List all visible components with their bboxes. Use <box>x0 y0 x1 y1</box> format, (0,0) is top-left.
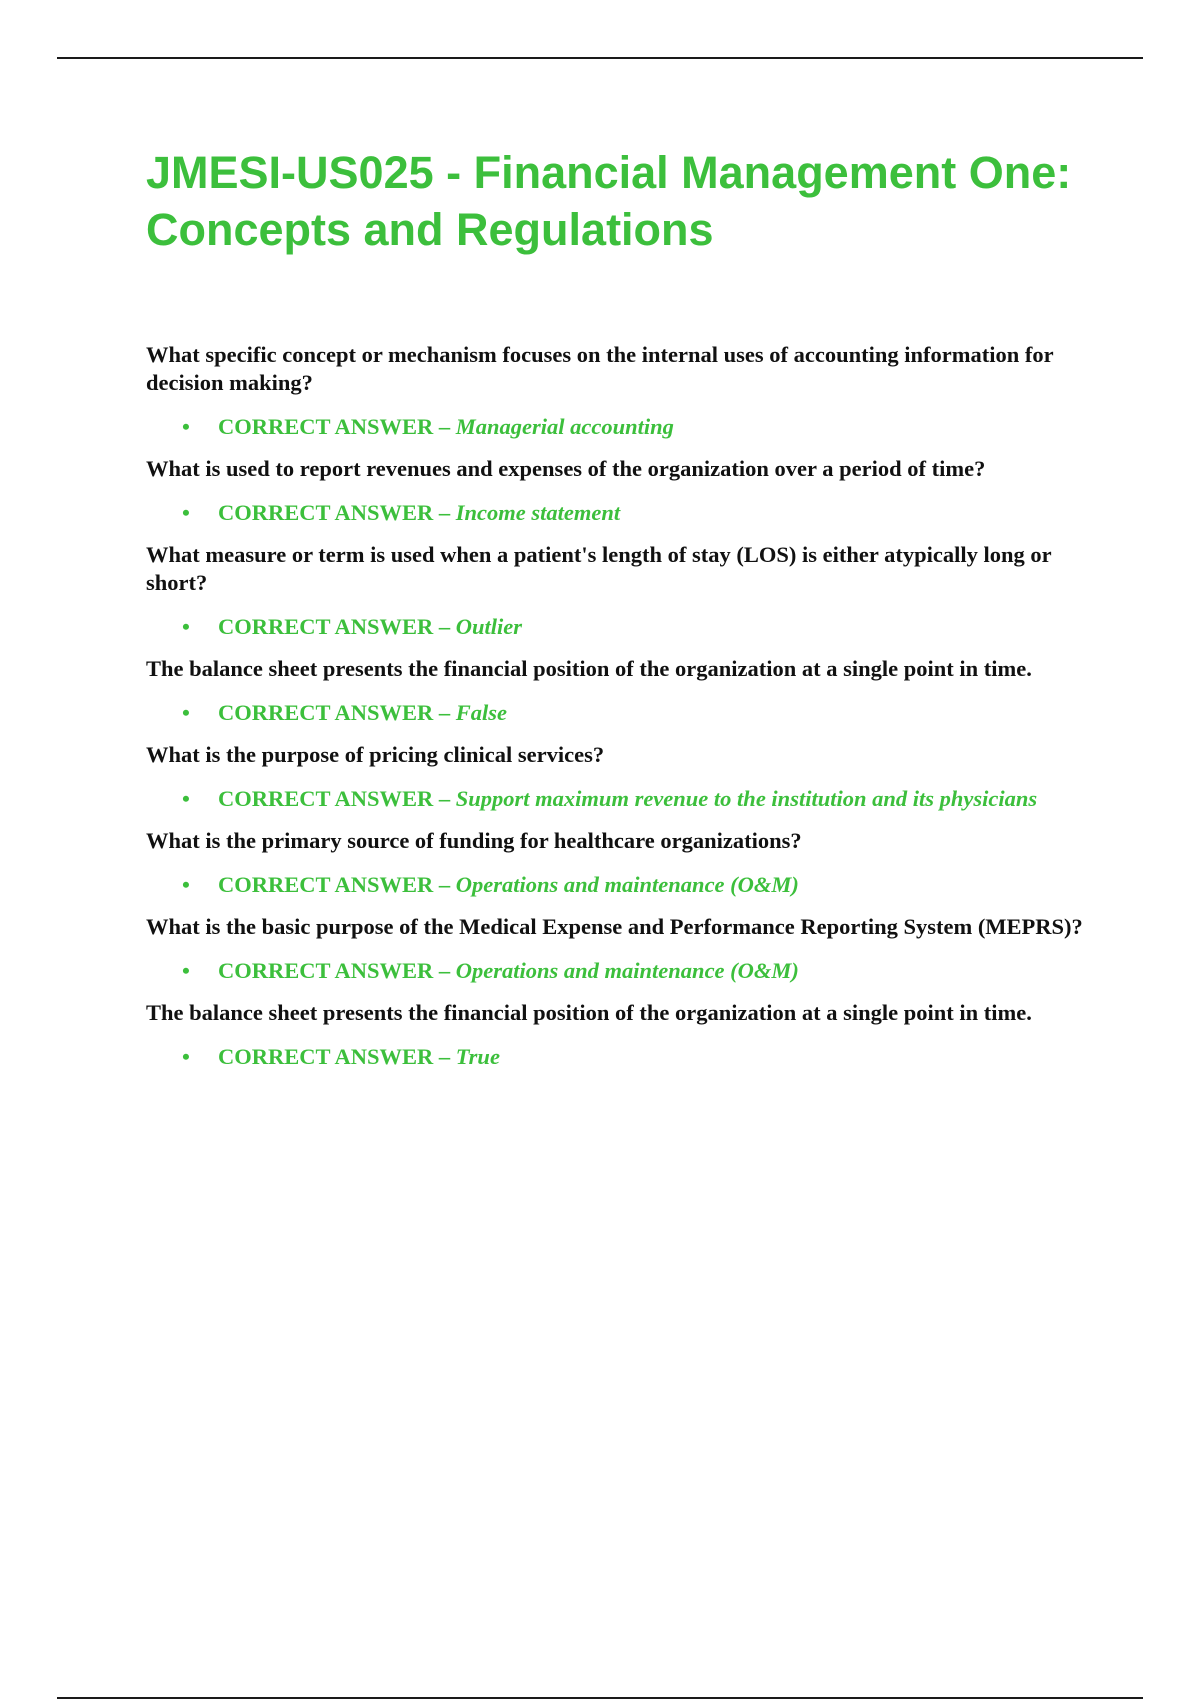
answer-separator: – <box>433 500 456 525</box>
answer-item <box>146 785 1096 813</box>
answer-separator: – <box>433 614 456 639</box>
qa-item <box>146 913 1096 985</box>
question-text: The balance sheet presents the financial position of the organization at a single point in time. <box>146 1000 1032 1025</box>
question-text: What is the basic purpose of the Medical Expense and Performance Reporting System (MEPRS)? <box>146 914 1083 939</box>
answer-separator: – <box>433 414 456 439</box>
answer-list <box>146 871 1096 899</box>
answer-text: Operations and maintenance (O&M) <box>455 872 799 897</box>
qa-section <box>146 341 1096 1071</box>
bullet-icon: • <box>182 700 190 725</box>
answer-text: Outlier <box>455 614 523 639</box>
answer-item <box>146 871 1096 899</box>
answer-prefix: CORRECT ANSWER <box>218 614 434 639</box>
qa-item <box>146 827 1096 899</box>
bottom-divider <box>57 1697 1143 1699</box>
answer-text: Managerial accounting <box>455 414 674 439</box>
answer-list <box>146 413 1096 441</box>
answer-prefix: CORRECT ANSWER <box>218 414 434 439</box>
question-text: The balance sheet presents the financial position of the organization at a single point in time. <box>146 656 1032 681</box>
question-text: What is used to report revenues and expenses of the organization over a period of time? <box>146 456 986 481</box>
answer-item <box>146 499 1096 527</box>
question-text: What measure or term is used when a patient's length of stay (LOS) is either atypically long or short? <box>146 542 1052 595</box>
answer-text: Support maximum revenue to the institution and its physicians <box>455 786 1038 811</box>
answer-list <box>146 499 1096 527</box>
document-body <box>146 144 1096 1085</box>
answer-list <box>146 699 1096 727</box>
bullet-icon: • <box>182 958 190 983</box>
answer-list <box>146 613 1096 641</box>
answer-list <box>146 785 1096 813</box>
answer-item <box>146 699 1096 727</box>
answer-text: Operations and maintenance (O&M) <box>455 958 799 983</box>
qa-item <box>146 655 1096 727</box>
answer-separator: – <box>433 872 456 897</box>
qa-item <box>146 741 1096 813</box>
answer-prefix: CORRECT ANSWER <box>218 500 434 525</box>
answer-item <box>146 1043 1096 1071</box>
top-divider <box>57 57 1143 59</box>
qa-item <box>146 541 1096 641</box>
answer-list <box>146 957 1096 985</box>
answer-prefix: CORRECT ANSWER <box>218 958 434 983</box>
qa-item <box>146 999 1096 1071</box>
answer-prefix: CORRECT ANSWER <box>218 786 434 811</box>
question-text: What specific concept or mechanism focuses on the internal uses of accounting information for decision making? <box>146 342 1054 395</box>
qa-item <box>146 341 1096 441</box>
answer-text: True <box>455 1044 500 1069</box>
bullet-icon: • <box>182 1044 190 1069</box>
answer-separator: – <box>433 700 456 725</box>
document-title: JMESI-US025 - Financial Management One: Concepts and Regulations <box>146 147 1072 255</box>
answer-item <box>146 413 1096 441</box>
question-text: What is the primary source of funding for healthcare organizations? <box>146 828 802 853</box>
bullet-icon: • <box>182 614 190 639</box>
answer-item <box>146 613 1096 641</box>
bullet-icon: • <box>182 872 190 897</box>
answer-prefix: CORRECT ANSWER <box>218 1044 434 1069</box>
answer-text: Income statement <box>455 500 621 525</box>
answer-separator: – <box>433 786 456 811</box>
qa-item <box>146 455 1096 527</box>
answer-separator: – <box>433 1044 456 1069</box>
answer-text: False <box>455 700 508 725</box>
bullet-icon: • <box>182 786 190 811</box>
bullet-icon: • <box>182 414 190 439</box>
answer-item <box>146 957 1096 985</box>
answer-prefix: CORRECT ANSWER <box>218 700 434 725</box>
bullet-icon: • <box>182 500 190 525</box>
question-text: What is the purpose of pricing clinical services? <box>146 742 605 767</box>
answer-list <box>146 1043 1096 1071</box>
answer-prefix: CORRECT ANSWER <box>218 872 434 897</box>
answer-separator: – <box>433 958 456 983</box>
